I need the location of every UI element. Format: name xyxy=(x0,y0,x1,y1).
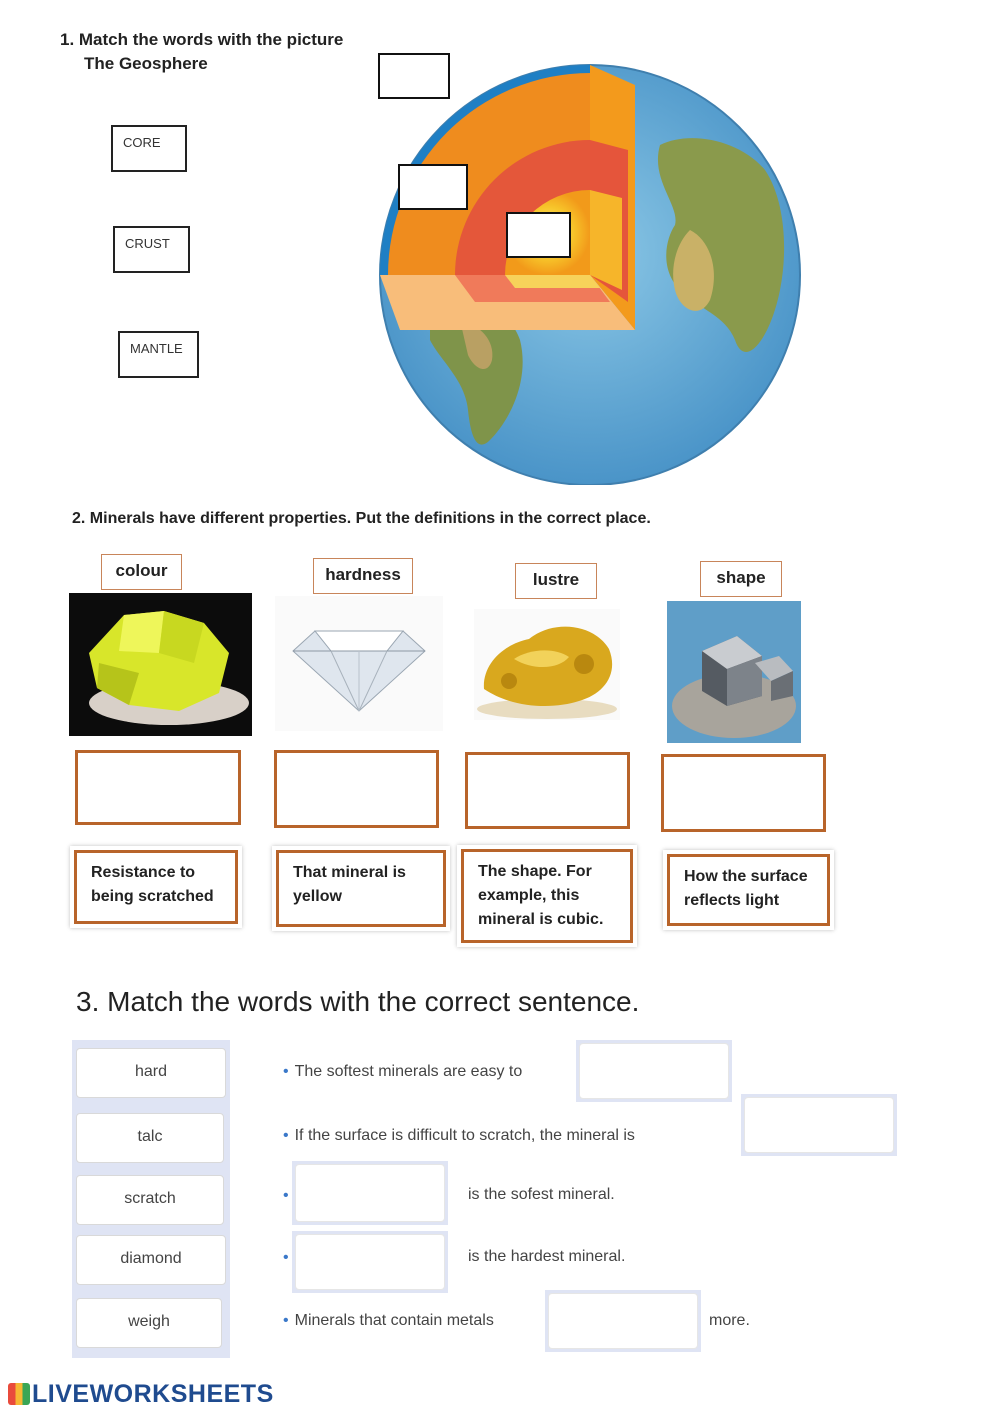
bullet: • xyxy=(283,1127,289,1144)
drop-zone-sentence-4[interactable] xyxy=(292,1231,448,1293)
definition-text: That mineral is yellow xyxy=(276,850,446,927)
q2-title: 2. Minerals have different properties. Put the definitions in the correct place. xyxy=(72,510,651,527)
bullet: • xyxy=(283,1312,289,1329)
gold-nugget-image xyxy=(474,609,620,720)
word-chip-scratch[interactable]: scratch xyxy=(76,1175,224,1225)
definition-card-colour[interactable] xyxy=(272,846,450,931)
drop-zone-crust-label[interactable] xyxy=(378,53,450,99)
drop-zone-hardness-definition[interactable] xyxy=(274,750,439,828)
sentence-5 xyxy=(283,1312,494,1330)
q1-subtitle: The Geosphere xyxy=(84,54,208,73)
drop-zone-sentence-3[interactable] xyxy=(292,1161,448,1225)
sentence-5-text: Minerals that contain metals xyxy=(294,1312,494,1329)
drop-zone-colour-definition[interactable] xyxy=(75,750,241,825)
definition-card-shape[interactable] xyxy=(457,845,637,947)
drop-zone-shape-definition[interactable] xyxy=(661,754,826,832)
sentence-1 xyxy=(283,1063,522,1081)
drop-zone-sentence-1[interactable] xyxy=(576,1040,732,1102)
sentence-4-text: is the hardest mineral. xyxy=(468,1248,626,1265)
q3-title: 3. Match the words with the correct sentence. xyxy=(76,986,640,1017)
property-label-lustre: lustre xyxy=(515,563,597,599)
pyrite-cube-image xyxy=(667,601,801,743)
bullet: • xyxy=(283,1063,289,1080)
drop-zone-sentence-5[interactable] xyxy=(545,1290,701,1352)
q1-instruction: 1. Match the words with the picture xyxy=(60,30,344,49)
earth-cross-section-illustration xyxy=(360,40,805,485)
word-core[interactable]: CORE xyxy=(111,125,187,172)
bullet: • xyxy=(283,1249,289,1266)
definition-card-hardness[interactable] xyxy=(70,846,242,928)
sentence-2-text: If the surface is difficult to scratch, the mineral is xyxy=(294,1127,635,1144)
sentence-1-text: The softest minerals are easy to xyxy=(294,1063,523,1080)
sentence-2 xyxy=(283,1127,635,1145)
drop-zone-core-label[interactable] xyxy=(506,212,571,258)
bullet: • xyxy=(283,1187,289,1204)
logo-text: LIVEWORKSHEETS xyxy=(32,1380,274,1408)
word-chip-talc[interactable]: talc xyxy=(76,1113,224,1163)
word-mantle[interactable]: MANTLE xyxy=(118,331,199,378)
sentence-3-text: is the sofest mineral. xyxy=(468,1186,615,1203)
logo-icon xyxy=(8,1383,30,1405)
q1-title xyxy=(60,28,343,76)
word-chip-weigh[interactable]: weigh xyxy=(76,1298,222,1348)
sulfur-mineral-image xyxy=(69,593,252,736)
definition-text: The shape. For example, this mineral is cubic. xyxy=(461,849,633,943)
drop-zone-mantle-label[interactable] xyxy=(398,164,468,210)
word-crust[interactable]: CRUST xyxy=(113,226,190,273)
liveworksheets-logo xyxy=(8,1380,274,1409)
property-label-colour: colour xyxy=(101,554,182,590)
word-chip-hard[interactable]: hard xyxy=(76,1048,226,1098)
drop-zone-sentence-2[interactable] xyxy=(741,1094,897,1156)
word-chip-diamond[interactable]: diamond xyxy=(76,1235,226,1285)
property-label-hardness: hardness xyxy=(313,558,413,594)
definition-card-lustre[interactable] xyxy=(663,850,834,930)
sentence-5-end: more. xyxy=(709,1312,750,1329)
definition-text: Resistance to being scratched xyxy=(74,850,238,924)
property-label-shape: shape xyxy=(700,561,782,597)
diamond-image xyxy=(275,596,443,731)
drop-zone-lustre-definition[interactable] xyxy=(465,752,630,829)
definition-text: How the surface reflects light xyxy=(667,854,830,926)
